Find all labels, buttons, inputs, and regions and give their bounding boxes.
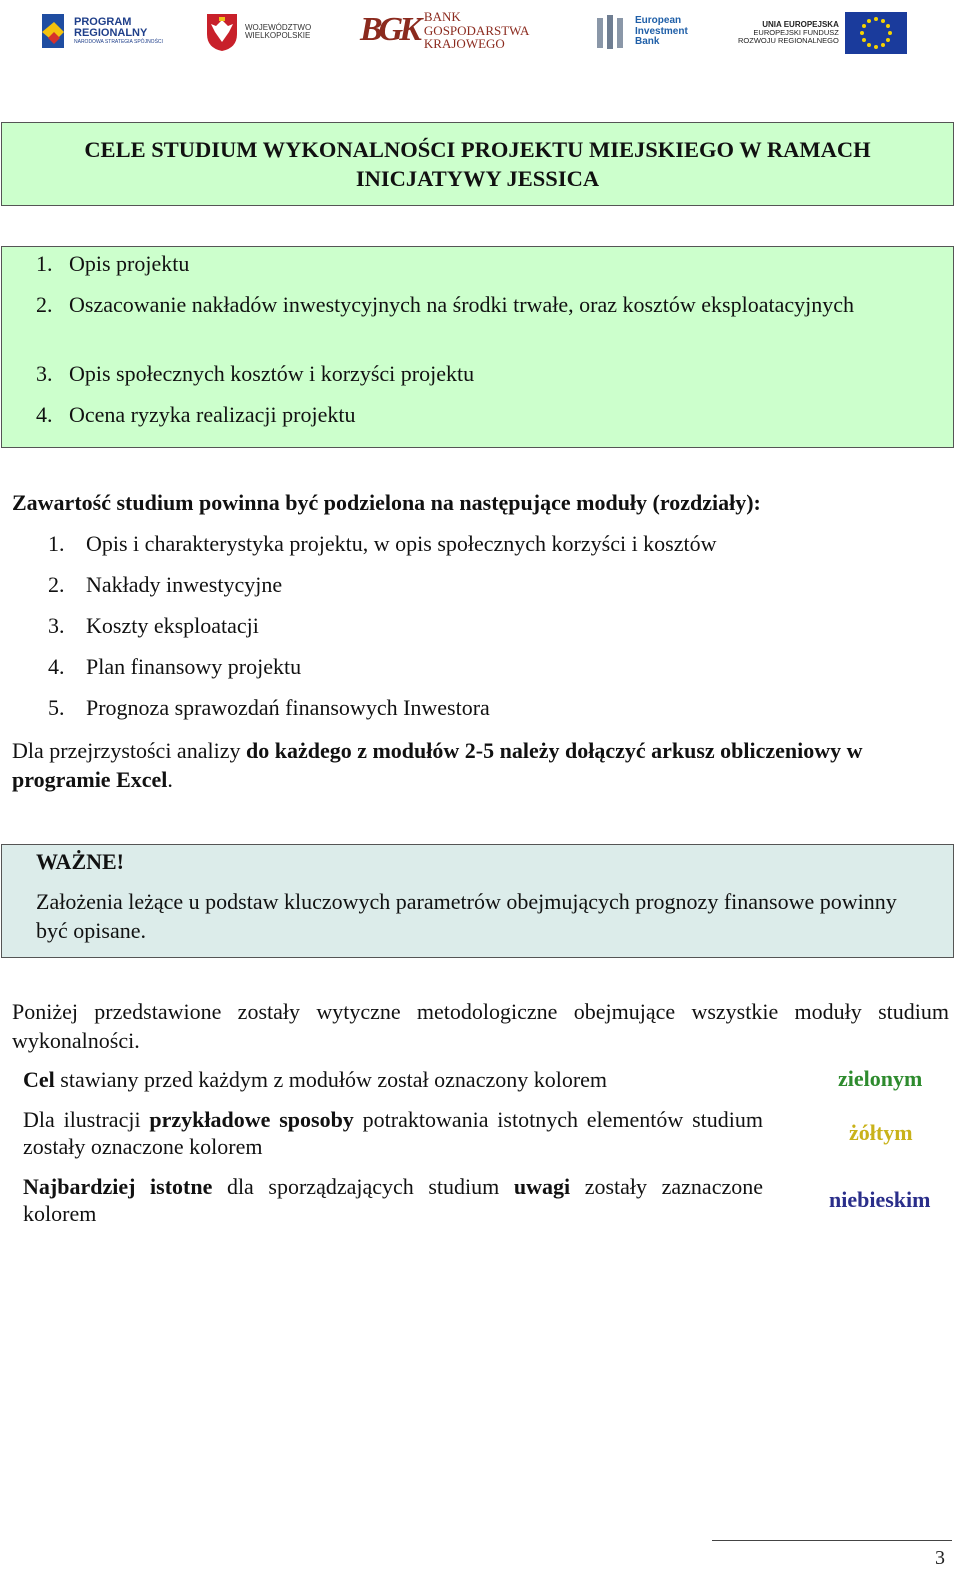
warning-heading: WAŻNE! <box>36 849 125 874</box>
bgk-logo <box>360 10 529 51</box>
logo-text: EUROPEJSKI FUNDUSZ <box>753 28 839 38</box>
logo-text: REGIONALNY <box>74 27 148 40</box>
legend-text: dla sporządzających studium <box>212 1174 514 1199</box>
legend-bold: uwagi <box>513 1174 571 1199</box>
ue-logo <box>738 12 907 54</box>
list-number: 1. <box>48 531 65 556</box>
logo-text: ROZWOJU REGIONALNEGO <box>738 36 839 46</box>
legend-text: zostały zaznaczone kolorem <box>23 1174 763 1226</box>
list-number: 3. <box>48 613 65 638</box>
logo-text: WOJEWÓDZTWO <box>245 22 312 32</box>
list-item <box>48 654 302 680</box>
list-text: Nakłady inwestycyjne <box>86 572 283 597</box>
legend-bold: przykładowe sposoby <box>149 1107 354 1132</box>
program-regionalny-logo <box>38 12 163 50</box>
legend-color-green: zielonym <box>838 1066 923 1091</box>
list-text: Opis społecznych kosztów i korzyści projektu <box>69 361 475 386</box>
list-text: Koszty eksploatacji <box>86 613 259 638</box>
note-text: Dla przejrzystości analizy <box>12 738 246 763</box>
legend-row-green <box>23 1066 803 1093</box>
list-number: 1. <box>36 251 53 276</box>
page-number: 3 <box>935 1547 945 1569</box>
page-title <box>38 135 918 193</box>
intro-paragraph: Poniżej przedstawione zostały wytyczne metodologiczne obejmujące wszystkie moduły studium wykonalności. <box>12 999 949 1053</box>
list-text: Opis projektu <box>69 251 190 276</box>
eagle-shield-icon <box>205 12 239 52</box>
logo-text: NARODOWA STRATEGIA SPÓJNOŚCI <box>74 38 163 45</box>
logo-text: PROGRAM <box>74 15 132 28</box>
warning-text: Założenia leżące u podstaw kluczowych parametrów obejmujących prognozy finansowe powinny być opisane. <box>36 889 897 943</box>
modules-heading: Zawartość studium powinna być podzielona na następujące moduły (rozdziały): <box>12 490 761 515</box>
legend-color-yellow: żółtym <box>849 1120 913 1145</box>
list-number: 4. <box>48 654 65 679</box>
title-line: INICJATYWY JESSICA <box>355 166 600 191</box>
legend-bold: Najbardziej istotne <box>23 1174 213 1199</box>
eib-bars-icon <box>595 12 629 52</box>
list-item <box>48 531 717 557</box>
legend-text: stawiany przed każdym z modułów został oznaczony kolorem <box>54 1067 608 1092</box>
list-number: 2. <box>36 292 53 317</box>
excel-note <box>12 736 952 794</box>
legend-text: potraktowania istotnych elementów studium zostały oznaczone kolorem <box>23 1107 764 1159</box>
legend-row-blue <box>23 1173 763 1227</box>
legend-color-blue: niebieskim <box>829 1187 931 1212</box>
logo-bar <box>0 0 960 70</box>
eib-logo <box>595 12 688 52</box>
note-bold: do każdego z modułów 2-5 należy dołączyć arkusz obliczeniowy w programie Excel <box>12 738 863 792</box>
logo-text: GOSPODARSTWA <box>423 22 530 38</box>
list-number: 3. <box>36 361 53 386</box>
logo-text: WIELKOPOLSKIE <box>245 31 311 40</box>
list-item <box>48 572 283 598</box>
warning-box <box>1 844 954 958</box>
list-text: Plan finansowy projektu <box>86 654 302 679</box>
list-text: Prognoza sprawozdań finansowych Inwestora <box>86 695 490 720</box>
list-number: 5. <box>48 695 65 720</box>
logo-text: Investment <box>635 25 688 37</box>
bgk-mark: BGK <box>360 11 418 49</box>
list-item <box>48 695 490 721</box>
legend-row-yellow <box>23 1106 763 1160</box>
footer-divider <box>712 1540 952 1541</box>
title-line: CELE STUDIUM WYKONALNOŚCI PROJEKTU MIEJSKIEGO W RAMACH <box>84 137 871 162</box>
title-box <box>1 122 954 206</box>
list-number: 2. <box>48 572 65 597</box>
list-text: Ocena ryzyka realizacji projektu <box>69 402 356 427</box>
list-text: Opis i charakterystyka projektu, w opis społecznych korzyści i kosztów <box>86 531 717 556</box>
logo-text: KRAJOWEGO <box>423 36 505 52</box>
legend-bold: Cel <box>23 1067 55 1092</box>
list-number: 4. <box>36 402 53 427</box>
list-item <box>48 613 259 639</box>
eu-flag-icon <box>845 12 907 54</box>
note-end: . <box>167 767 173 792</box>
legend-text: Dla ilustracji <box>23 1107 150 1132</box>
program-regionalny-icon <box>38 12 68 50</box>
list-text: Oszacowanie nakładów inwestycyjnych na środki trwałe, oraz kosztów eksploatacyjnych <box>69 292 855 317</box>
wielkopolska-logo <box>205 12 311 52</box>
logo-text: UNIA EUROPEJSKA <box>762 19 839 29</box>
logo-text: BANK <box>423 9 461 24</box>
logo-text: European <box>635 15 682 27</box>
goals-box <box>1 246 954 448</box>
logo-text: Bank <box>635 36 660 48</box>
